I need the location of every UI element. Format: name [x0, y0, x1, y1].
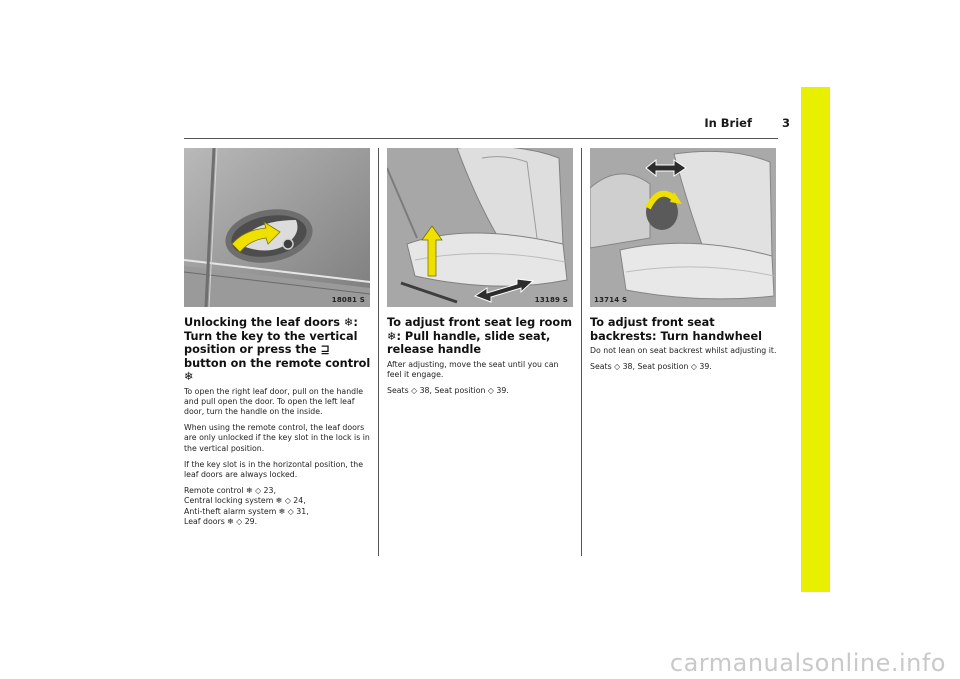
page-header: [600, 116, 790, 130]
column-leaf-doors: [184, 316, 372, 533]
backrest-illustration: [590, 148, 776, 307]
page-number: 3: [781, 116, 790, 130]
figure-backrest: [590, 148, 776, 307]
body-paragraph: If the key slot is in the horizontal position, the leaf doors are always locked.: [184, 459, 364, 479]
seat-slide-illustration: [387, 148, 573, 307]
section-heading: Unlocking the leaf doors ❄: Turn the key to the vertical position or press the ⊒ button on the remote control ❄: [184, 316, 371, 383]
column-seat-legroom: [387, 316, 575, 402]
watermark: carmanualsonline.info: [669, 649, 946, 677]
header-rule: [184, 138, 778, 139]
chapter-tab: [801, 87, 830, 592]
figure-code: 18081 S: [331, 296, 365, 304]
figure-seat-slide: [387, 148, 573, 307]
section-heading: To adjust front seat leg room ❄: Pull handle, slide seat, release handle: [387, 316, 572, 356]
column-divider-2: [581, 148, 582, 556]
door-handle-illustration: [184, 148, 370, 307]
reference-item: Anti-theft alarm system ❄ ◇ 31,: [184, 506, 309, 516]
figure-code: 13714 S: [594, 296, 628, 304]
reference-paragraph: Seats ◇ 38, Seat position ◇ 39.: [590, 362, 712, 372]
reference-item: Leaf doors ❄ ◇ 29.: [184, 516, 258, 526]
reference-paragraph: Seats ◇ 38, Seat position ◇ 39.: [387, 385, 509, 395]
figure-code: 13189 S: [534, 296, 568, 304]
body-paragraph: To open the right leaf door, pull on the handle and pull open the door. To open the left leaf door, turn the handle on the inside.: [184, 386, 364, 416]
body-paragraph: After adjusting, move the seat until you can feel it engage.: [387, 359, 559, 379]
body-paragraph: When using the remote control, the leaf doors are only unlocked if the key slot in the lock is in the vertical position.: [184, 423, 370, 453]
body-paragraph: Do not lean on seat backrest whilst adjusting it.: [590, 346, 777, 355]
column-divider-1: [378, 148, 379, 556]
section-heading: To adjust front seat backrests: Turn handwheel: [590, 316, 762, 343]
header-title: In Brief: [704, 116, 752, 130]
column-backrest: [590, 316, 778, 378]
reference-item: Remote control ❄ ◇ 23,: [184, 486, 276, 496]
reference-item: Central locking system ❄ ◇ 24,: [184, 496, 306, 506]
reference-list: [184, 486, 372, 527]
figure-door-handle: [184, 148, 370, 307]
